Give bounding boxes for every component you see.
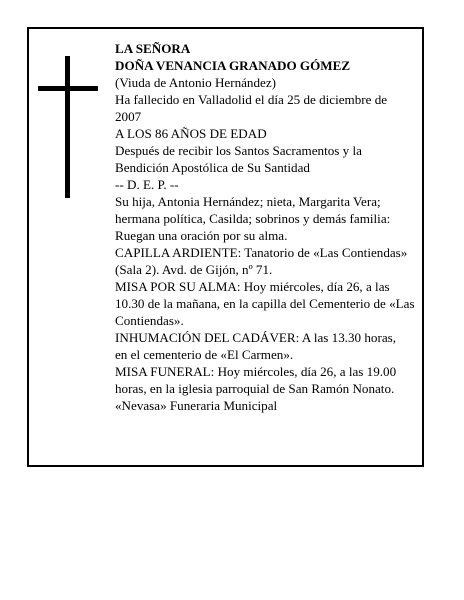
burial-line: en el cementerio de «El Carmen». (115, 347, 294, 362)
blessing-line: Bendición Apostólica de Su Santidad (115, 160, 310, 175)
death-place-date: Ha fallecido en Valladolid el día 25 de diciembre de (115, 92, 388, 107)
age-at-death: A LOS 86 AÑOS DE EDAD (115, 126, 267, 141)
mass-line: MISA POR SU ALMA: Hoy miércoles, día 26, a las (115, 279, 390, 294)
cross-vertical-bar (65, 56, 70, 198)
rip-line: -- D. E. P. -- (115, 177, 179, 192)
death-year: 2007 (115, 109, 142, 124)
deceased-name: DOÑA VENANCIA GRANADO GÓMEZ (115, 58, 351, 73)
funeral-home: «Nevasa» Funeraria Municipal (115, 398, 278, 413)
burial-line: INHUMACIÓN DEL CADÁVER: A las 13.30 horas, (115, 330, 397, 345)
widow-of: (Viuda de Antonio Hernández) (115, 75, 277, 90)
family-line: Su hija, Antonia Hernández; nieta, Margarita Vera; (115, 194, 381, 209)
family-line: hermana política, Casilda; sobrinos y demás familia: (115, 211, 391, 226)
obituary-text (115, 40, 435, 414)
obituary-notice (27, 27, 424, 467)
cross-horizontal-bar (38, 86, 98, 91)
latin-cross-icon (38, 56, 98, 198)
heading-title: LA SEÑORA (115, 41, 191, 56)
sacraments-line: Después de recibir los Santos Sacramentos y la (115, 143, 362, 158)
chapel-address: (Sala 2). Avd. de Gijón, nº 71. (115, 262, 273, 277)
funeral-mass-line: MISA FUNERAL: Hoy miércoles, día 26, a las 19.00 (115, 364, 397, 379)
mass-line: 10.30 de la mañana, en la capilla del Cementerio de «Las (115, 296, 415, 311)
prayer-request: Ruegan una oración por su alma. (115, 228, 288, 243)
chapel-line: CAPILLA ARDIENTE: Tanatorio de «Las Contiendas» (115, 245, 408, 260)
mass-line: Contiendas». (115, 313, 184, 328)
funeral-mass-line: horas, en la iglesia parroquial de San Ramón Nonato. (115, 381, 395, 396)
